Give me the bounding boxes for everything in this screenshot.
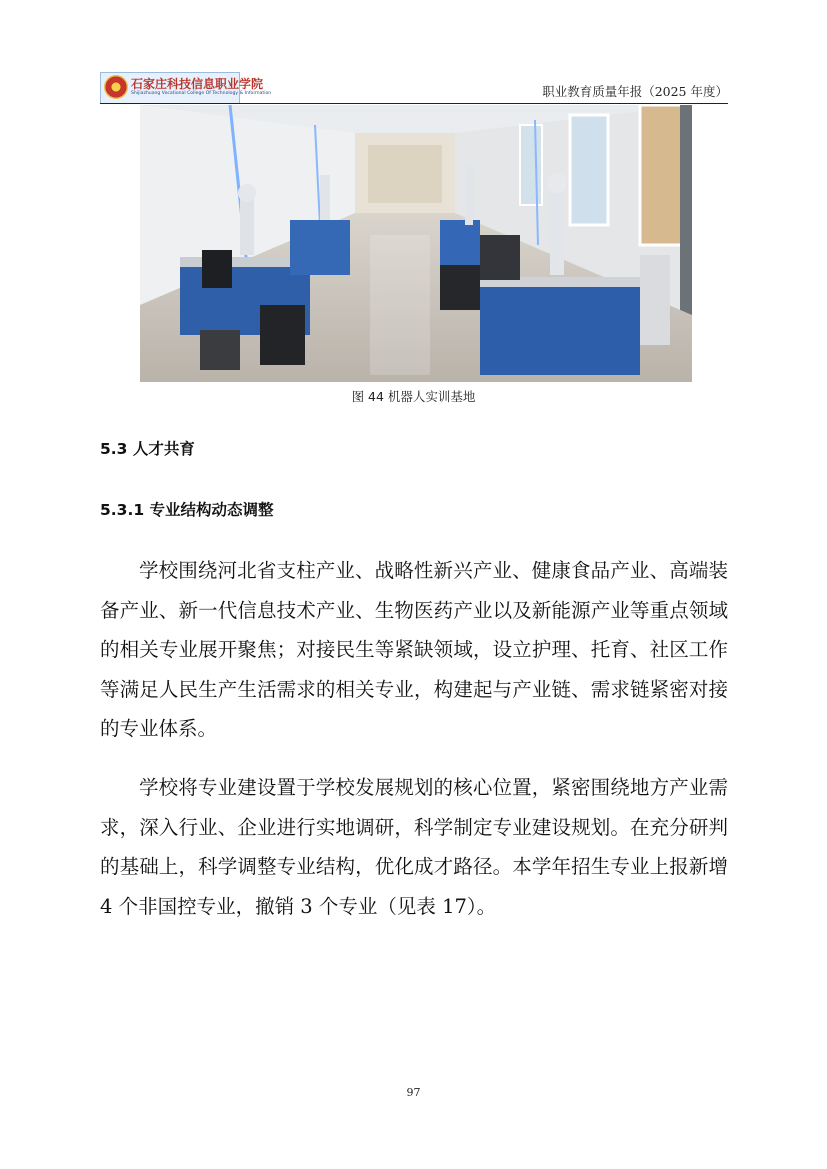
subsection-heading: 5.3.1 专业结构动态调整 — [100, 501, 274, 519]
college-seal-icon — [104, 75, 128, 99]
logo-english-name: Shijiazhuang Vocational College Of Technology & Information — [131, 91, 272, 96]
body-paragraph: 学校将专业建设置于学校发展规划的核心位置，紧密围绕地方产业需求，深入行业、企业进行实地调研，科学制定专业建设规划。在充分研判的基础上，科学调整专业结构，优化成才路径。本学年招生专业上报新增 4 个非国控专业，撤销 3 个专业（见表 17）。 — [100, 776, 728, 918]
page-number: 97 — [406, 1086, 421, 1099]
logo-chinese-name: 石家庄科技信息职业学院 — [131, 77, 264, 91]
report-title: 职业教育质量年报（2025 年度） — [542, 84, 728, 99]
page-header — [100, 70, 728, 104]
college-logo — [100, 72, 272, 104]
figure-caption: 图 44 机器人实训基地 — [351, 389, 476, 404]
section-heading: 5.3 人才共育 — [100, 440, 195, 458]
body-paragraph: 学校围绕河北省支柱产业、战略性新兴产业、健康食品产业、高端装备产业、新一代信息技术产业、生物医药产业以及新能源产业等重点领域的相关专业展开聚焦；对接民生等紧缺领域，设立护理、托育、社区工作等满足人民生产生活需求的相关专业，构建起与产业链、需求链紧密对接的专业体系。 — [100, 559, 728, 740]
header-divider — [100, 103, 728, 104]
robot-training-base-photo — [140, 105, 692, 382]
